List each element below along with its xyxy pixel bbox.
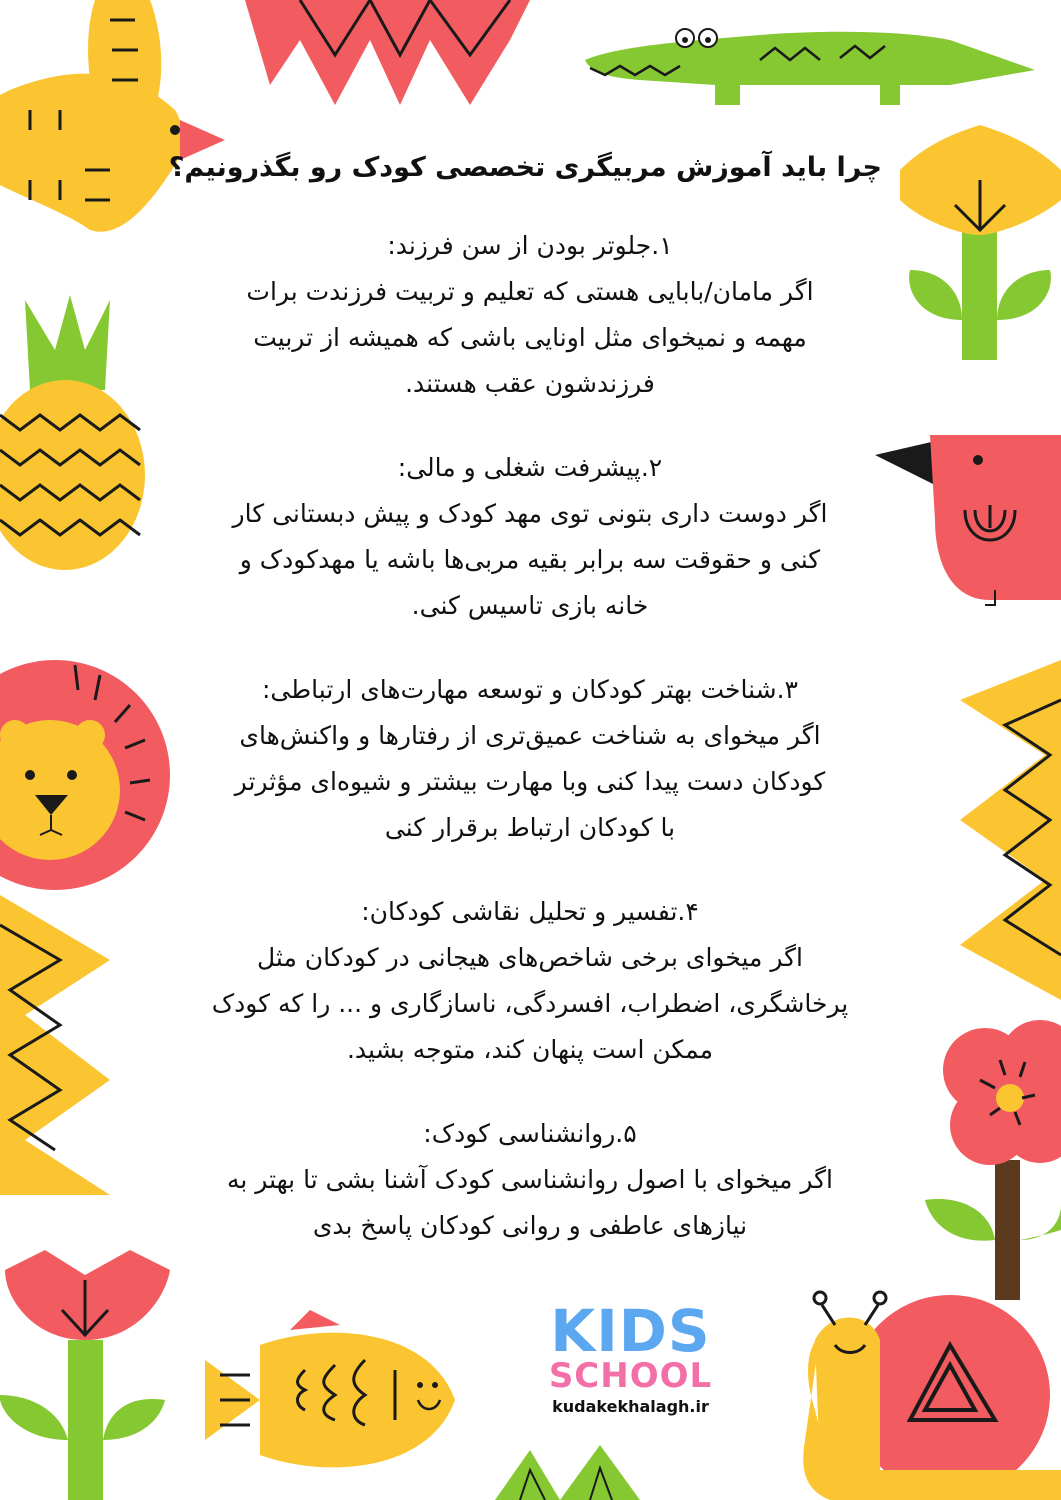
section-line: اگر مامان/بابایی هستی که تعلیم و تربیت فرزندت برات	[246, 277, 814, 306]
section-line: فرزندشون عقب هستند.	[405, 369, 655, 398]
lion-illustration	[0, 660, 170, 890]
section-heading: ۲.پیشرفت شغلی و مالی:	[397, 453, 663, 482]
section-heading: ۴.تفسیر و تحلیل نقاشی کودکان:	[361, 897, 699, 926]
tulip-illustration	[0, 1250, 170, 1500]
top-zigzag-illustration	[245, 0, 530, 105]
section-line: با کودکان ارتباط برقرار کنی	[384, 813, 676, 842]
section-line: پرخاشگری، اضطراب، افسردگی، ناسازگاری و ... را که کودک	[211, 989, 849, 1018]
section-line: کودکان دست پیدا کنی وبا مهارت بیشتر و شیوه‌ای مؤثرتر	[234, 767, 826, 796]
pineapple-illustration	[0, 295, 145, 570]
logo-school-text: SCHOOL	[548, 1356, 713, 1396]
section-line: مهمه و نمیخوای مثل اونایی باشی که همیشه از تربیت	[253, 323, 807, 352]
snail-illustration	[803, 1292, 1061, 1500]
section-2	[160, 445, 900, 629]
pink-bird-illustration	[875, 435, 1061, 605]
section-line: اگر میخوای برخی شاخص‌های هیجانی در کودکان مثل	[256, 943, 803, 972]
section-line: اگر دوست داری بتونی توی مهد کودک و پیش دبستانی کار	[232, 499, 828, 528]
section-line: کنی و حقوقت سه برابر بقیه مربی‌ها باشه یا مهدکودک و	[239, 545, 821, 574]
green-crocodile-illustration	[585, 29, 1035, 105]
section-line: خانه بازی تاسیس کنی.	[411, 591, 649, 620]
yellow-flower-illustration	[900, 125, 1061, 360]
logo-url: kudakekhalagh.ir	[552, 1397, 709, 1416]
section-line: اگر میخوای به شناخت عمیق‌تری از رفتارها و واکنش‌های	[239, 721, 821, 750]
section-line: اگر میخوای با اصول روانشناسی کودک آشنا بشی تا بهتر به	[227, 1165, 833, 1194]
bottom-green-triangles	[495, 1445, 640, 1500]
section-heading: ۳.شناخت بهتر کودکان و توسعه مهارت‌های ارتباطی:	[262, 675, 798, 704]
article-content	[160, 152, 900, 1287]
right-zigzag-illustration	[960, 660, 1061, 1000]
logo-kids-text: KIDS	[550, 1297, 711, 1365]
left-zigzag-illustration	[0, 895, 110, 1195]
pink-flower-illustration	[925, 1020, 1061, 1300]
section-line: نیازهای عاطفی و روانی کودکان پاسخ بدی	[312, 1211, 748, 1240]
section-heading: ۱.جلوتر بودن از سن فرزند:	[387, 231, 673, 260]
section-line: ممکن است پنهان کند، متوجه بشید.	[346, 1035, 714, 1064]
section-5	[160, 1111, 900, 1249]
section-heading: ۵.روانشناسی کودک:	[423, 1119, 637, 1148]
section-4	[160, 889, 900, 1073]
page-title: چرا باید آموزش مربیگری تخصصی کودک رو بگذرونیم؟	[168, 152, 882, 183]
section-1	[160, 223, 900, 407]
section-3	[160, 667, 900, 851]
kids-school-logo	[548, 1297, 713, 1416]
fish-illustration	[205, 1310, 455, 1467]
